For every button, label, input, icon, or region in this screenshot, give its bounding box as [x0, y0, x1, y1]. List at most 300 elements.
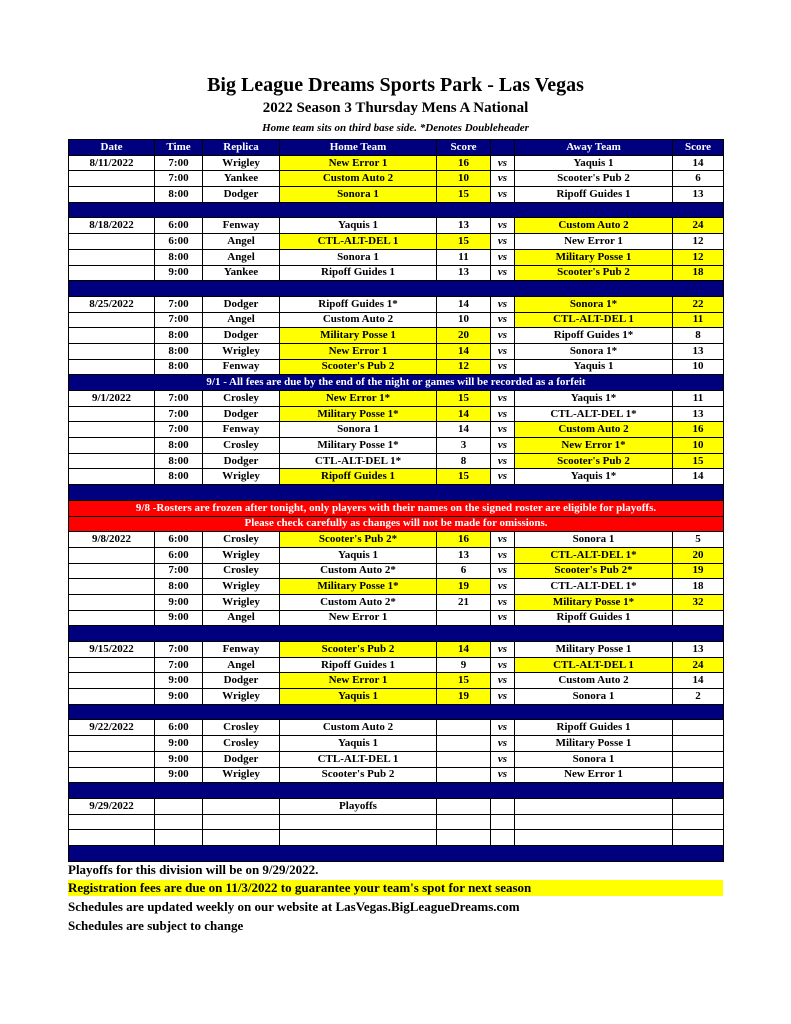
home-score-cell: 15: [437, 469, 491, 485]
home-team-cell: Sonora 1: [280, 422, 437, 438]
table-row: [69, 547, 724, 563]
home-score-cell: 20: [437, 328, 491, 344]
time-cell: 9:00: [155, 265, 203, 281]
away-score-cell: [673, 736, 724, 752]
replica-cell: Wrigley: [203, 547, 280, 563]
away-team-cell: Military Posse 1: [515, 642, 673, 658]
away-score-cell: [673, 798, 724, 814]
home-team-cell: New Error 1: [280, 610, 437, 626]
date-cell: [69, 767, 155, 783]
time-cell: 6:00: [155, 547, 203, 563]
home-score-cell: [437, 720, 491, 736]
vs-cell: vs: [491, 657, 515, 673]
table-row: [69, 391, 724, 407]
time-cell: 7:00: [155, 155, 203, 171]
col-header-home-team: Home Team: [280, 140, 437, 156]
away-team-cell: Scooter's Pub 2*: [515, 563, 673, 579]
vs-cell: vs: [491, 469, 515, 485]
home-team-cell: CTL-ALT-DEL 1: [280, 234, 437, 250]
vs-cell: vs: [491, 563, 515, 579]
col-header-date: Date: [69, 140, 155, 156]
away-score-cell: 10: [673, 359, 724, 375]
replica-cell: Wrigley: [203, 579, 280, 595]
table-row: [69, 736, 724, 752]
time-cell: 7:00: [155, 406, 203, 422]
home-team-cell: Sonora 1: [280, 249, 437, 265]
table-row: [69, 343, 724, 359]
home-team-cell: Custom Auto 2*: [280, 594, 437, 610]
home-team-cell: CTL-ALT-DEL 1*: [280, 453, 437, 469]
home-team-cell: New Error 1: [280, 155, 437, 171]
replica-cell: Dodger: [203, 406, 280, 422]
table-row: [69, 234, 724, 250]
vs-cell: vs: [491, 406, 515, 422]
date-cell: [69, 547, 155, 563]
away-score-cell: 10: [673, 438, 724, 454]
away-team-cell: Yaquis 1: [515, 155, 673, 171]
away-score-cell: [673, 751, 724, 767]
vs-cell: vs: [491, 343, 515, 359]
replica-cell: Dodger: [203, 453, 280, 469]
time-cell: 7:00: [155, 563, 203, 579]
vs-cell: vs: [491, 328, 515, 344]
time-cell: 9:00: [155, 594, 203, 610]
replica-cell: Crosley: [203, 563, 280, 579]
away-score-cell: 19: [673, 563, 724, 579]
time-cell: 9:00: [155, 736, 203, 752]
separator-row: [69, 485, 724, 501]
home-team-cell: Ripoff Guides 1: [280, 265, 437, 281]
home-team-cell: Scooter's Pub 2: [280, 642, 437, 658]
replica-cell: Angel: [203, 312, 280, 328]
vs-cell: vs: [491, 579, 515, 595]
date-cell: [69, 422, 155, 438]
alert-text: 9/8 -Rosters are frozen after tonight, only players with their names on the signed roster are eligible for playoffs.: [69, 500, 724, 516]
home-team-cell: Scooter's Pub 2: [280, 767, 437, 783]
away-team-cell: Ripoff Guides 1: [515, 187, 673, 203]
away-team-cell: Military Posse 1*: [515, 594, 673, 610]
away-team-cell: CTL-ALT-DEL 1*: [515, 547, 673, 563]
replica-cell: Fenway: [203, 422, 280, 438]
home-team-cell: New Error 1: [280, 673, 437, 689]
home-score-cell: [437, 736, 491, 752]
date-cell: [69, 171, 155, 187]
time-cell: 6:00: [155, 720, 203, 736]
home-score-cell: 14: [437, 422, 491, 438]
away-team-cell: Custom Auto 2: [515, 673, 673, 689]
date-cell: [69, 328, 155, 344]
away-score-cell: 8: [673, 328, 724, 344]
table-row: [69, 563, 724, 579]
date-cell: [69, 343, 155, 359]
away-score-cell: 24: [673, 218, 724, 234]
away-team-cell: New Error 1: [515, 767, 673, 783]
time-cell: 7:00: [155, 657, 203, 673]
schedule-note: Home team sits on third base side. *Denotes Doubleheader: [262, 122, 529, 134]
replica-cell: Fenway: [203, 218, 280, 234]
vs-cell: vs: [491, 249, 515, 265]
vs-cell: [491, 798, 515, 814]
away-team-cell: [515, 798, 673, 814]
away-score-cell: [673, 767, 724, 783]
vs-cell: vs: [491, 422, 515, 438]
home-team-cell: Military Posse 1*: [280, 579, 437, 595]
time-cell: 8:00: [155, 579, 203, 595]
away-team-cell: Yaquis 1*: [515, 469, 673, 485]
table-row: [69, 751, 724, 767]
date-cell: 9/8/2022: [69, 532, 155, 548]
away-team-cell: Scooter's Pub 2: [515, 171, 673, 187]
away-team-cell: CTL-ALT-DEL 1: [515, 312, 673, 328]
date-cell: [69, 594, 155, 610]
away-team-cell: Yaquis 1: [515, 359, 673, 375]
date-cell: [69, 234, 155, 250]
home-team-cell: [280, 830, 437, 846]
away-team-cell: Sonora 1: [515, 689, 673, 705]
away-score-cell: 12: [673, 234, 724, 250]
table-row: [69, 218, 724, 234]
date-cell: [69, 689, 155, 705]
home-score-cell: 10: [437, 312, 491, 328]
home-score-cell: 3: [437, 438, 491, 454]
replica-cell: Crosley: [203, 532, 280, 548]
date-cell: [69, 657, 155, 673]
home-score-cell: 8: [437, 453, 491, 469]
table-row: [69, 453, 724, 469]
alert-text: Please check carefully as changes will not be made for omissions.: [69, 516, 724, 532]
date-cell: [69, 359, 155, 375]
schedule-table: [68, 139, 724, 862]
home-score-cell: 10: [437, 171, 491, 187]
table-row: [69, 312, 724, 328]
table-row: [69, 532, 724, 548]
replica-cell: Angel: [203, 657, 280, 673]
table-row: [69, 689, 724, 705]
date-cell: [69, 736, 155, 752]
table-row: [69, 155, 724, 171]
date-cell: [69, 830, 155, 846]
time-cell: 6:00: [155, 218, 203, 234]
table-row: [69, 265, 724, 281]
vs-cell: vs: [491, 312, 515, 328]
date-cell: [69, 406, 155, 422]
time-cell: 8:00: [155, 453, 203, 469]
away-team-cell: Ripoff Guides 1: [515, 610, 673, 626]
away-score-cell: [673, 720, 724, 736]
date-cell: [69, 187, 155, 203]
away-team-cell: New Error 1: [515, 234, 673, 250]
vs-cell: vs: [491, 532, 515, 548]
table-row: [69, 438, 724, 454]
replica-cell: Dodger: [203, 328, 280, 344]
home-score-cell: [437, 767, 491, 783]
date-cell: [69, 265, 155, 281]
vs-cell: vs: [491, 453, 515, 469]
replica-cell: Angel: [203, 610, 280, 626]
date-cell: 9/1/2022: [69, 391, 155, 407]
home-team-cell: [280, 814, 437, 830]
away-team-cell: Custom Auto 2: [515, 218, 673, 234]
replica-cell: Wrigley: [203, 767, 280, 783]
time-cell: 8:00: [155, 187, 203, 203]
vs-cell: [491, 830, 515, 846]
vs-cell: vs: [491, 673, 515, 689]
replica-cell: [203, 814, 280, 830]
vs-cell: vs: [491, 359, 515, 375]
home-score-cell: 13: [437, 265, 491, 281]
away-team-cell: Sonora 1*: [515, 343, 673, 359]
home-score-cell: 12: [437, 359, 491, 375]
col-header-time: Time: [155, 140, 203, 156]
home-team-cell: Sonora 1: [280, 187, 437, 203]
replica-cell: Dodger: [203, 751, 280, 767]
home-score-cell: 6: [437, 563, 491, 579]
away-score-cell: 14: [673, 673, 724, 689]
vs-cell: vs: [491, 642, 515, 658]
date-cell: [69, 453, 155, 469]
vs-cell: vs: [491, 296, 515, 312]
replica-cell: Yankee: [203, 265, 280, 281]
time-cell: 7:00: [155, 312, 203, 328]
home-score-cell: 16: [437, 532, 491, 548]
col-header-vs: [491, 140, 515, 156]
schedule-body: [69, 155, 724, 861]
separator-row: [69, 704, 724, 720]
away-score-cell: 24: [673, 657, 724, 673]
home-team-cell: Custom Auto 2*: [280, 563, 437, 579]
away-team-cell: Sonora 1*: [515, 296, 673, 312]
home-score-cell: 21: [437, 594, 491, 610]
vs-cell: vs: [491, 391, 515, 407]
away-score-cell: 13: [673, 642, 724, 658]
vs-cell: vs: [491, 155, 515, 171]
time-cell: 8:00: [155, 249, 203, 265]
away-team-cell: Sonora 1: [515, 751, 673, 767]
vs-cell: vs: [491, 767, 515, 783]
date-cell: [69, 563, 155, 579]
away-score-cell: 11: [673, 312, 724, 328]
away-score-cell: 14: [673, 469, 724, 485]
table-row: [69, 296, 724, 312]
away-score-cell: 5: [673, 532, 724, 548]
page-subtitle: 2022 Season 3 Thursday Mens A National: [262, 100, 529, 116]
home-team-cell: New Error 1: [280, 343, 437, 359]
table-row: [69, 249, 724, 265]
away-team-cell: Sonora 1: [515, 532, 673, 548]
table-row: [69, 171, 724, 187]
separator-row: [69, 783, 724, 799]
table-row: [69, 328, 724, 344]
alert-row: [69, 500, 724, 516]
vs-cell: vs: [491, 594, 515, 610]
away-score-cell: 2: [673, 689, 724, 705]
time-cell: [155, 830, 203, 846]
table-row: [69, 767, 724, 783]
footer-website-note: Schedules are updated weekly on our website at LasVegas.BigLeagueDreams.com: [68, 899, 520, 914]
home-score-cell: 14: [437, 296, 491, 312]
away-team-cell: [515, 814, 673, 830]
table-row: [69, 359, 724, 375]
footer-playoffs-note: Playoffs for this division will be on 9/29/2022.: [68, 862, 319, 877]
away-team-cell: Military Posse 1: [515, 736, 673, 752]
away-score-cell: 13: [673, 406, 724, 422]
home-team-cell: Yaquis 1: [280, 736, 437, 752]
home-score-cell: [437, 814, 491, 830]
vs-cell: vs: [491, 438, 515, 454]
away-score-cell: 13: [673, 343, 724, 359]
replica-cell: Dodger: [203, 187, 280, 203]
home-score-cell: 14: [437, 343, 491, 359]
replica-cell: Dodger: [203, 673, 280, 689]
home-score-cell: 9: [437, 657, 491, 673]
away-score-cell: 14: [673, 155, 724, 171]
home-score-cell: 15: [437, 187, 491, 203]
away-score-cell: 32: [673, 594, 724, 610]
time-cell: 8:00: [155, 438, 203, 454]
footer-registration-note: Registration fees are due on 11/3/2022 to guarantee your team's spot for next season: [68, 880, 723, 896]
separator-row: [69, 202, 724, 218]
separator-row: [69, 626, 724, 642]
date-cell: [69, 579, 155, 595]
home-team-cell: Military Posse 1*: [280, 438, 437, 454]
home-team-cell: Ripoff Guides 1: [280, 657, 437, 673]
table-row: [69, 579, 724, 595]
away-team-cell: Scooter's Pub 2: [515, 453, 673, 469]
replica-cell: Crosley: [203, 736, 280, 752]
away-score-cell: [673, 830, 724, 846]
time-cell: 8:00: [155, 359, 203, 375]
away-team-cell: New Error 1*: [515, 438, 673, 454]
home-team-cell: Military Posse 1: [280, 328, 437, 344]
table-row: [69, 422, 724, 438]
col-header-replica: Replica: [203, 140, 280, 156]
time-cell: 8:00: [155, 469, 203, 485]
home-score-cell: 15: [437, 234, 491, 250]
separator-cell: [69, 704, 724, 720]
time-cell: 7:00: [155, 391, 203, 407]
away-score-cell: 16: [673, 422, 724, 438]
vs-cell: vs: [491, 689, 515, 705]
home-team-cell: Ripoff Guides 1*: [280, 296, 437, 312]
home-score-cell: 19: [437, 689, 491, 705]
away-score-cell: 22: [673, 296, 724, 312]
replica-cell: Wrigley: [203, 343, 280, 359]
separator-cell: [69, 845, 724, 861]
home-score-cell: 16: [437, 155, 491, 171]
home-team-cell: CTL-ALT-DEL 1: [280, 751, 437, 767]
away-score-cell: 12: [673, 249, 724, 265]
alert-row: [69, 516, 724, 532]
time-cell: [155, 798, 203, 814]
date-cell: [69, 751, 155, 767]
home-score-cell: [437, 798, 491, 814]
replica-cell: Crosley: [203, 438, 280, 454]
home-score-cell: 13: [437, 218, 491, 234]
time-cell: 9:00: [155, 673, 203, 689]
replica-cell: [203, 798, 280, 814]
away-score-cell: [673, 610, 724, 626]
vs-cell: vs: [491, 234, 515, 250]
date-cell: 8/25/2022: [69, 296, 155, 312]
away-score-cell: [673, 814, 724, 830]
home-team-cell: Ripoff Guides 1: [280, 469, 437, 485]
home-score-cell: 19: [437, 579, 491, 595]
table-row: [69, 187, 724, 203]
away-team-cell: Ripoff Guides 1: [515, 720, 673, 736]
replica-cell: Angel: [203, 234, 280, 250]
date-cell: [69, 438, 155, 454]
time-cell: [155, 814, 203, 830]
time-cell: 8:00: [155, 328, 203, 344]
time-cell: 9:00: [155, 689, 203, 705]
replica-cell: Crosley: [203, 720, 280, 736]
home-score-cell: [437, 751, 491, 767]
date-cell: [69, 610, 155, 626]
away-team-cell: [515, 830, 673, 846]
home-score-cell: [437, 610, 491, 626]
away-team-cell: Custom Auto 2: [515, 422, 673, 438]
home-score-cell: 14: [437, 406, 491, 422]
col-header-away-team: Away Team: [515, 140, 673, 156]
away-team-cell: Military Posse 1: [515, 249, 673, 265]
home-team-cell: Custom Auto 2: [280, 312, 437, 328]
time-cell: 8:00: [155, 343, 203, 359]
table-row: [69, 720, 724, 736]
away-team-cell: Scooter's Pub 2: [515, 265, 673, 281]
home-score-cell: 11: [437, 249, 491, 265]
table-row: [69, 657, 724, 673]
vs-cell: vs: [491, 751, 515, 767]
time-cell: 9:00: [155, 610, 203, 626]
away-team-cell: Yaquis 1*: [515, 391, 673, 407]
home-team-cell: New Error 1*: [280, 391, 437, 407]
replica-cell: Wrigley: [203, 594, 280, 610]
table-row: [69, 594, 724, 610]
table-row: [69, 673, 724, 689]
table-row: [69, 610, 724, 626]
page-title: Big League Dreams Sports Park - Las Vegas: [207, 74, 584, 96]
vs-cell: [491, 814, 515, 830]
away-score-cell: 18: [673, 579, 724, 595]
home-score-cell: 15: [437, 673, 491, 689]
table-row: [69, 642, 724, 658]
date-cell: 8/18/2022: [69, 218, 155, 234]
away-score-cell: 18: [673, 265, 724, 281]
col-header-home-score: Score: [437, 140, 491, 156]
footer-disclaimer: Schedules are subject to change: [68, 918, 244, 933]
replica-cell: Wrigley: [203, 155, 280, 171]
home-score-cell: 13: [437, 547, 491, 563]
date-cell: [69, 249, 155, 265]
table-row: [69, 814, 724, 830]
home-score-cell: 14: [437, 642, 491, 658]
home-score-cell: [437, 830, 491, 846]
vs-cell: vs: [491, 187, 515, 203]
away-team-cell: CTL-ALT-DEL 1*: [515, 579, 673, 595]
replica-cell: Wrigley: [203, 469, 280, 485]
replica-cell: Crosley: [203, 391, 280, 407]
away-team-cell: CTL-ALT-DEL 1*: [515, 406, 673, 422]
time-cell: 6:00: [155, 532, 203, 548]
date-cell: 8/11/2022: [69, 155, 155, 171]
home-team-cell: Scooter's Pub 2: [280, 359, 437, 375]
time-cell: 9:00: [155, 767, 203, 783]
vs-cell: vs: [491, 720, 515, 736]
separator-cell: [69, 783, 724, 799]
time-cell: 7:00: [155, 171, 203, 187]
separator-cell: [69, 202, 724, 218]
vs-cell: vs: [491, 265, 515, 281]
